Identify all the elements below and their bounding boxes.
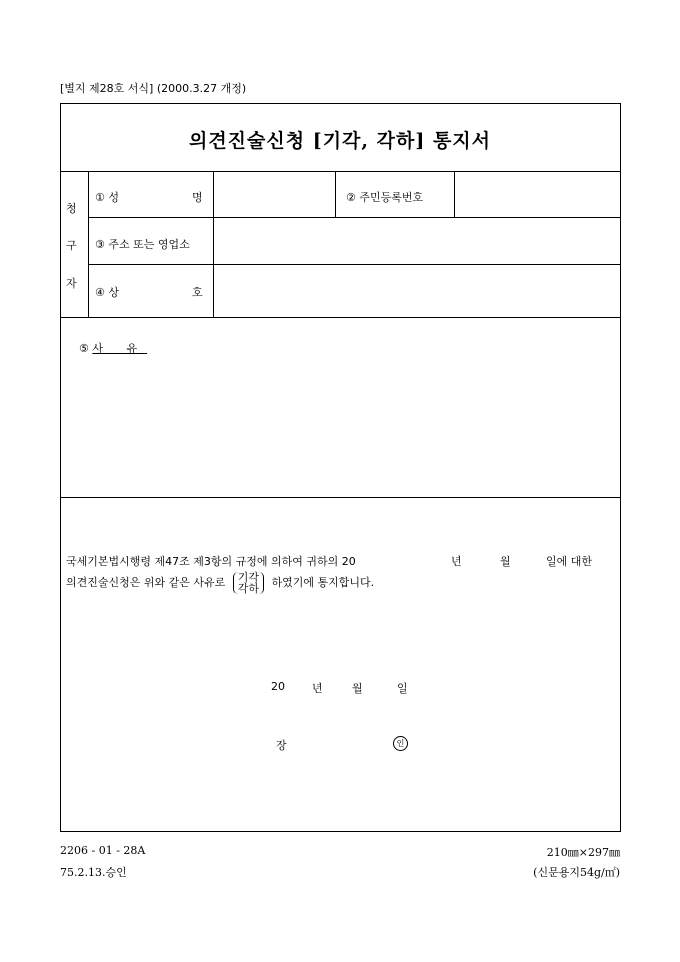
applicant-divider xyxy=(61,317,620,318)
row-divider-1 xyxy=(88,217,620,218)
form-number-label: [별지 제28호 서식] (2000.3.27 개정) xyxy=(60,82,247,95)
resident-id-label: ② 주민등록번호 xyxy=(346,191,424,204)
notice-day-suffix: 일에 대한 xyxy=(546,555,593,568)
trade-name-label: ④ 상 xyxy=(95,286,119,299)
reason-label: 사 유 xyxy=(92,342,148,355)
notice-month: 월 xyxy=(500,555,511,568)
notice-line-2b: 하였기에 통지합니다. xyxy=(271,576,375,589)
date-century: 20 xyxy=(271,680,285,693)
document-title: 의견진술신청 [기각, 각하] 통지서 xyxy=(188,130,492,152)
notice-line-2a: 의견진술신청은 위와 같은 사유로 xyxy=(66,576,226,589)
applicant-group-char-3: 자 xyxy=(66,277,77,290)
brace-option-dismiss: 기각 xyxy=(237,571,260,584)
id-label-right-line xyxy=(454,171,455,217)
name-label: ① 성 xyxy=(95,191,119,204)
brace-option-reject: 각하 xyxy=(237,582,260,595)
reason-field[interactable] xyxy=(79,362,609,487)
address-field[interactable] xyxy=(218,236,616,252)
reason-divider xyxy=(61,497,620,498)
name-label-end: 명 xyxy=(192,191,203,204)
date-day: 일 xyxy=(397,682,408,695)
trade-name-field[interactable] xyxy=(218,284,616,300)
reason-heading xyxy=(79,340,147,356)
seal-icon: 인 xyxy=(393,736,408,751)
chief-title: 장 xyxy=(276,739,287,752)
row-divider-2 xyxy=(88,264,620,265)
decision-brace xyxy=(233,572,264,594)
notice-year: 년 xyxy=(451,555,462,568)
date-month: 월 xyxy=(352,682,363,695)
reason-number: ⑤ xyxy=(79,342,89,355)
notice-line-2 xyxy=(66,572,374,594)
paper-size: 210㎜×297㎜ xyxy=(546,846,620,859)
seal-mark xyxy=(393,736,408,751)
notice-line-1a: 국세기본법시행령 제47조 제3항의 규정에 의하여 귀하의 20 xyxy=(66,555,356,568)
group-col-line xyxy=(88,171,89,317)
date-year: 년 xyxy=(312,682,323,695)
trade-name-label-end: 호 xyxy=(192,286,203,299)
applicant-group-char-1: 청 xyxy=(66,202,77,215)
resident-id-field[interactable] xyxy=(458,189,616,205)
form-code: 2206 - 01 - 28A xyxy=(60,844,146,857)
label-col-line xyxy=(213,171,214,317)
address-label: ③ 주소 또는 영업소 xyxy=(95,238,190,251)
title-divider xyxy=(61,171,620,172)
paper-type: (신문용지54g/㎡) xyxy=(533,866,620,879)
applicant-group-char-2: 구 xyxy=(66,239,77,252)
approval-date: 75.2.13.승인 xyxy=(60,866,127,879)
name-field[interactable] xyxy=(218,189,336,205)
